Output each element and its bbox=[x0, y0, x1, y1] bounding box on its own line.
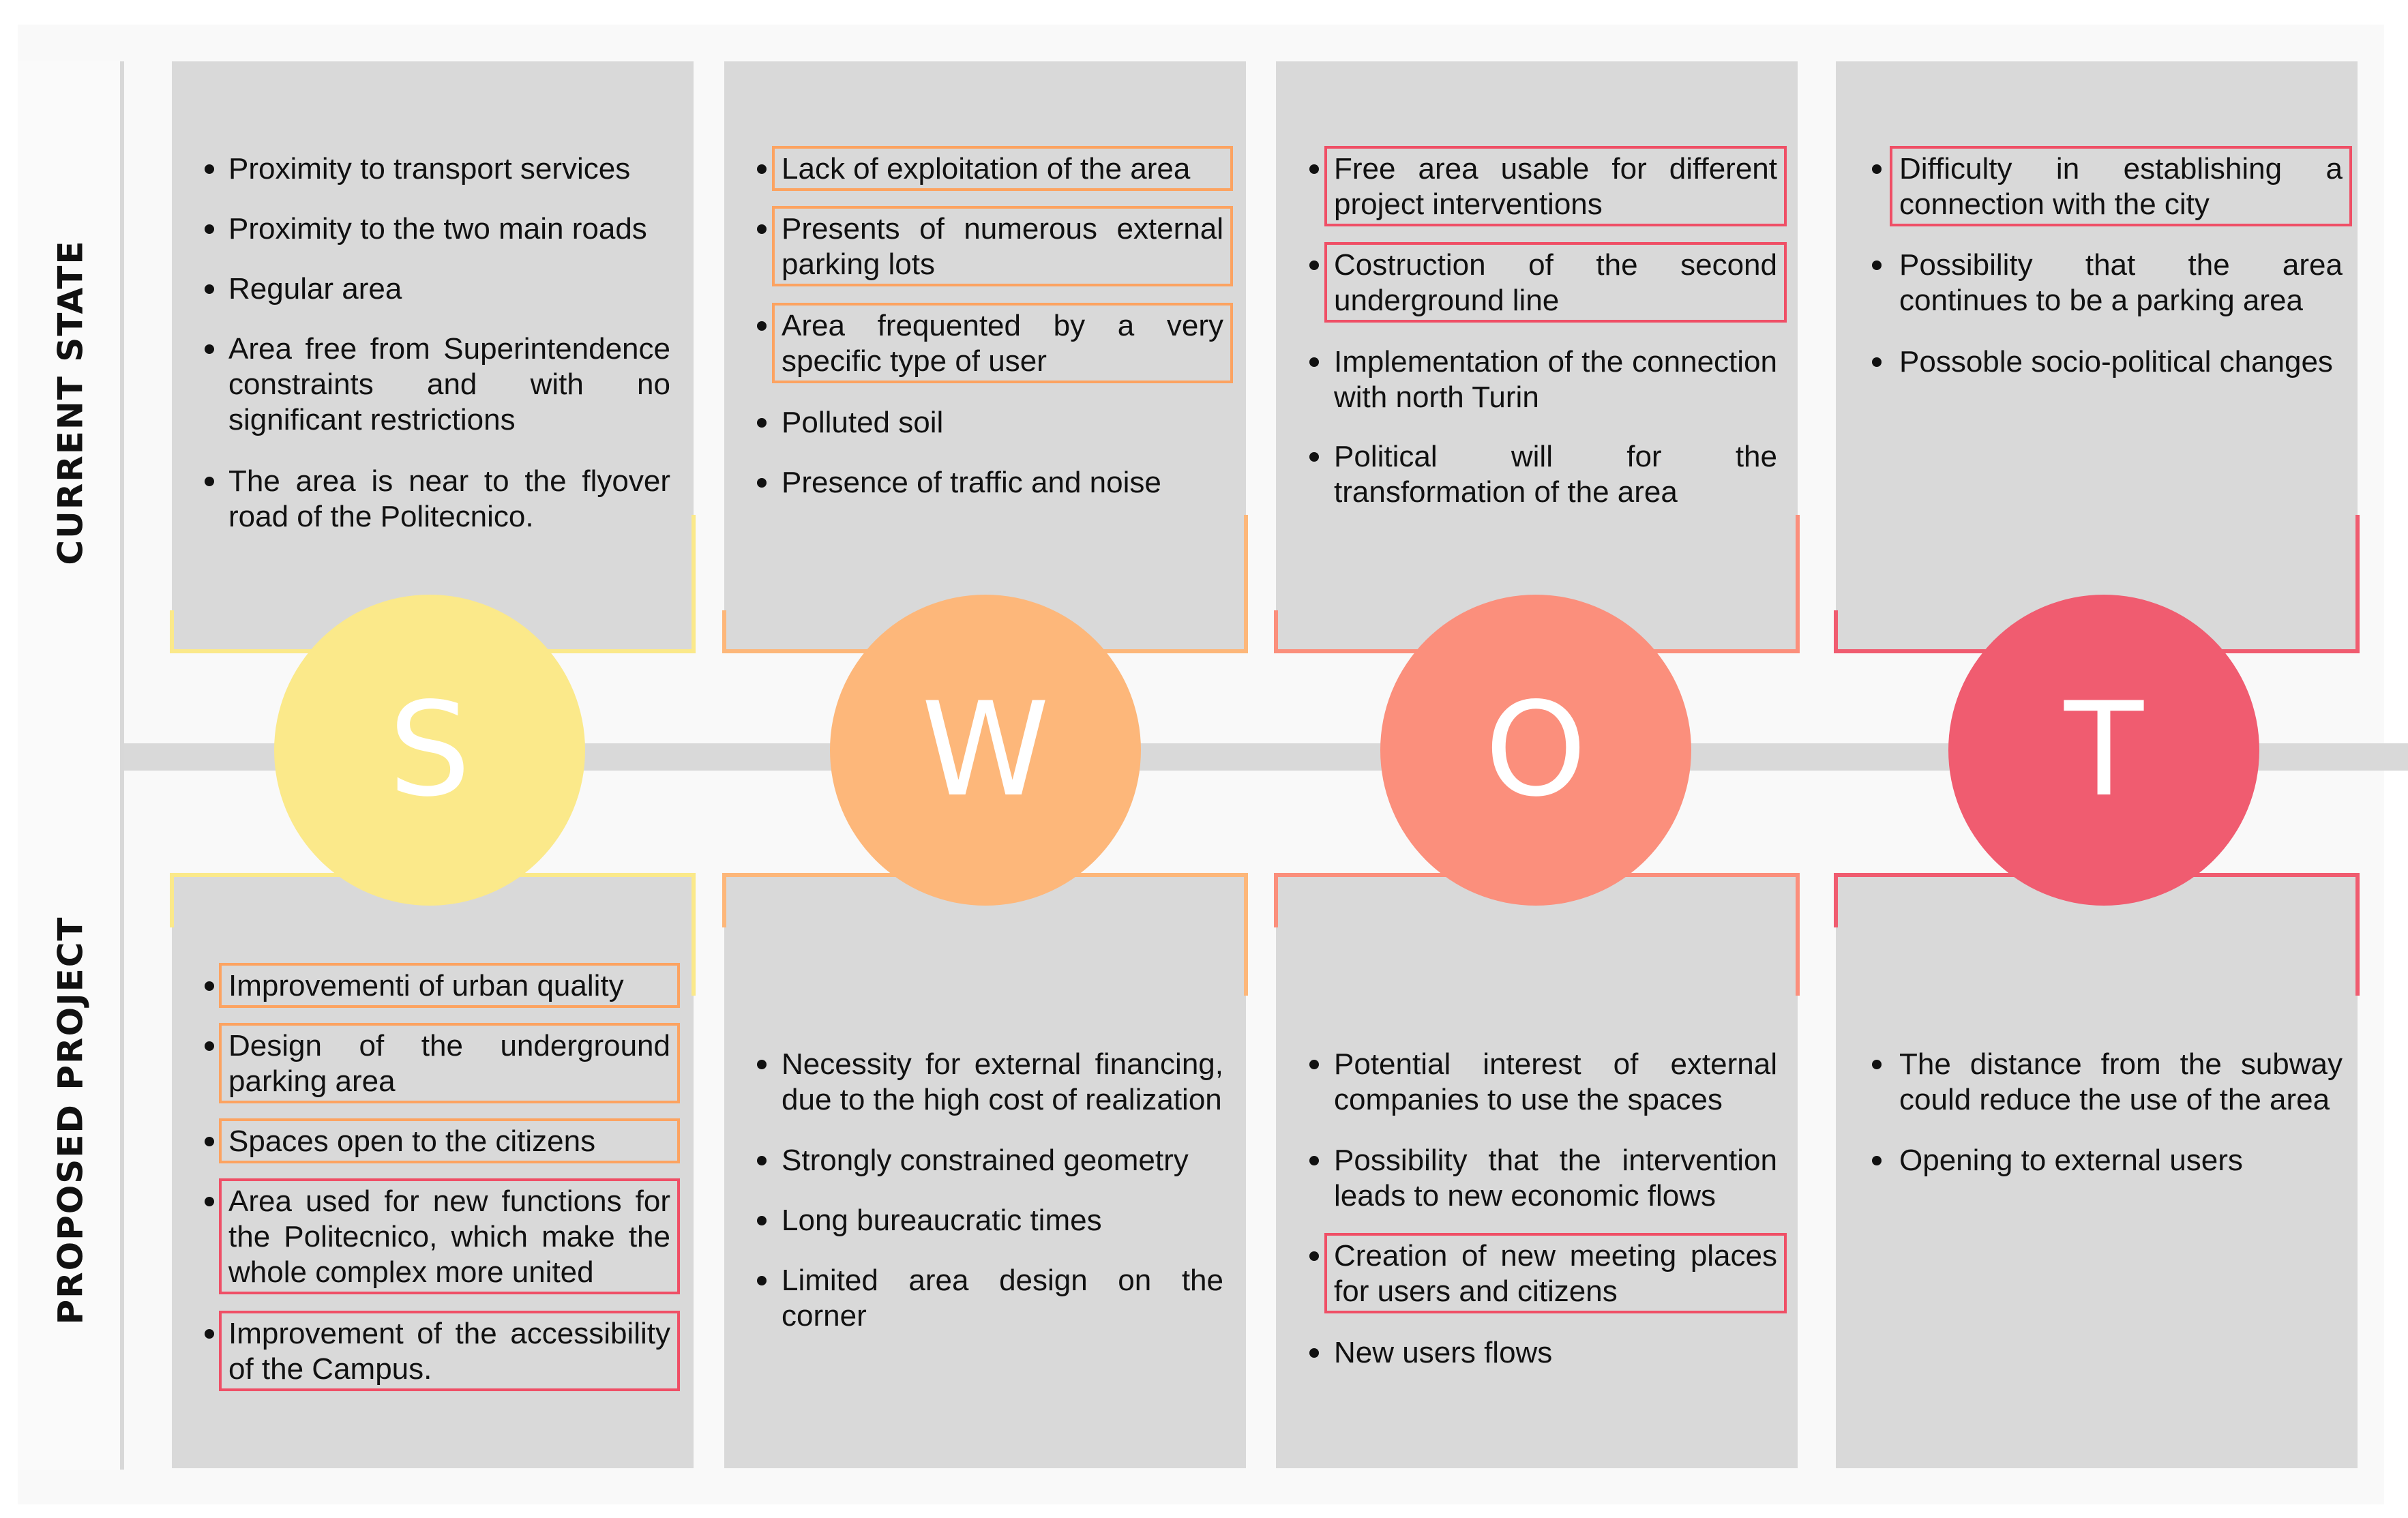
bullet-marker bbox=[1872, 261, 1882, 270]
panel-accent-edge bbox=[170, 873, 174, 927]
swot-circle-t bbox=[1948, 595, 2259, 906]
bullet-marker bbox=[1309, 1348, 1319, 1358]
swot-circle-o bbox=[1380, 595, 1691, 906]
swot-item: Costruction of the second underground line bbox=[1334, 248, 1777, 317]
swot-letter: T bbox=[2064, 674, 2144, 825]
swot-item: Limited area design on the corner bbox=[782, 1264, 1223, 1333]
panel-accent-edge bbox=[2355, 515, 2360, 651]
bullet-marker bbox=[757, 1156, 767, 1165]
bullet-marker bbox=[757, 1216, 767, 1225]
swot-circle-w bbox=[830, 595, 1141, 906]
panel-accent-edge bbox=[1834, 610, 1838, 651]
bullet-marker bbox=[1309, 452, 1319, 462]
bullet-marker bbox=[205, 1197, 214, 1206]
swot-item: Design of the underground parking area bbox=[228, 1029, 670, 1098]
row-label-proposed-project bbox=[23, 771, 119, 1470]
swot-item: Opening to external users bbox=[1899, 1144, 2243, 1177]
swot-item: Presence of traffic and noise bbox=[782, 466, 1161, 499]
panel-accent-edge bbox=[1834, 873, 1838, 927]
row-label-current-state bbox=[23, 61, 119, 743]
swot-item: Regular area bbox=[228, 272, 402, 306]
bullet-marker bbox=[757, 321, 767, 331]
bullet-marker bbox=[1872, 1060, 1882, 1069]
bullet-marker bbox=[205, 1329, 214, 1339]
swot-item: Polluted soil bbox=[782, 406, 944, 439]
bullet-marker bbox=[205, 981, 214, 991]
bullet-marker bbox=[1309, 261, 1319, 270]
swot-item: Long bureaucratic times bbox=[782, 1204, 1102, 1237]
swot-item: Possibility that the intervention leads to new economic flows bbox=[1334, 1144, 1777, 1212]
bullet-marker bbox=[757, 164, 767, 174]
bullet-marker bbox=[1309, 1251, 1319, 1261]
bullet-marker bbox=[205, 477, 214, 486]
swot-item: Area free from Superintendence constraints and with no significant restrictions bbox=[228, 332, 670, 436]
swot-item: Improvement of the accessibility of the Campus. bbox=[228, 1317, 670, 1386]
swot-item: Necessity for external financing, due to the high cost of realization bbox=[782, 1047, 1223, 1116]
panel-accent-edge bbox=[1796, 873, 1800, 996]
swot-circle-s bbox=[274, 595, 585, 906]
bullet-marker bbox=[1872, 357, 1882, 367]
row-label-proposed-text: PROPOSED PROJECT bbox=[51, 915, 91, 1325]
swot-item: Presents of numerous external parking lots bbox=[782, 212, 1223, 281]
swot-item: Potential interest of external companies to use the spaces bbox=[1334, 1047, 1777, 1116]
swot-item: Free area usable for different project interventions bbox=[1334, 152, 1777, 221]
panel-accent-edge bbox=[1796, 515, 1800, 651]
panel-accent-edge bbox=[722, 873, 726, 927]
swot-item: Possoble socio-political changes bbox=[1899, 345, 2333, 378]
swot-item: The distance from the subway could reduce the use of the area bbox=[1899, 1047, 2343, 1116]
swot-item: Area used for new functions for the Politecnico, which make the whole complex more united bbox=[228, 1185, 670, 1289]
swot-letter: W bbox=[921, 674, 1050, 825]
panel-accent-edge bbox=[2355, 873, 2360, 996]
panel-accent-edge bbox=[1244, 515, 1248, 651]
swot-item: Difficulty in establishing a connection with the city bbox=[1899, 152, 2343, 221]
bullet-marker bbox=[1309, 357, 1319, 367]
bullet-marker bbox=[757, 478, 767, 488]
bullet-marker bbox=[1872, 164, 1882, 174]
bullet-marker bbox=[1309, 1060, 1319, 1069]
bullet-marker bbox=[757, 224, 767, 234]
swot-item: Possibility that the area continues to be a parking area bbox=[1899, 248, 2343, 317]
bullet-marker bbox=[757, 1060, 767, 1069]
bullet-marker bbox=[205, 224, 214, 234]
swot-letter: S bbox=[388, 674, 471, 825]
row-label-current-text: CURRENT STATE bbox=[51, 239, 91, 565]
bullet-marker bbox=[205, 344, 214, 354]
bullet-marker bbox=[1309, 164, 1319, 174]
swot-item: Lack of exploitation of the area bbox=[782, 152, 1191, 185]
bullet-marker bbox=[205, 1137, 214, 1146]
swot-letter: O bbox=[1485, 674, 1587, 825]
swot-item: Improvementi of urban quality bbox=[228, 969, 624, 1002]
swot-item: Political will for the transformation of the area bbox=[1334, 440, 1777, 509]
panel-accent-edge bbox=[1274, 873, 1278, 927]
panel-accent-edge bbox=[1274, 610, 1278, 651]
panel-accent-edge bbox=[1244, 873, 1248, 996]
panel-accent-edge bbox=[692, 515, 696, 651]
bullet-marker bbox=[757, 418, 767, 428]
bullet-marker bbox=[205, 284, 214, 294]
swot-item: Proximity to transport services bbox=[228, 152, 631, 185]
swot-item: Area frequented by a very specific type of user bbox=[782, 309, 1223, 378]
swot-item: Implementation of the connection with north Turin bbox=[1334, 345, 1777, 414]
swot-item: Spaces open to the citizens bbox=[228, 1125, 596, 1158]
bullet-marker bbox=[205, 164, 214, 174]
swot-item: Proximity to the two main roads bbox=[228, 212, 647, 245]
bullet-marker bbox=[757, 1276, 767, 1285]
bullet-marker bbox=[205, 1041, 214, 1051]
panel-accent-edge bbox=[692, 873, 696, 996]
swot-item: Strongly constrained geometry bbox=[782, 1144, 1189, 1177]
swot-item: New users flows bbox=[1334, 1336, 1553, 1369]
swot-item: The area is near to the flyover road of the Politecnico. bbox=[228, 464, 670, 533]
bullet-marker bbox=[1872, 1156, 1882, 1165]
bullet-marker bbox=[1309, 1156, 1319, 1165]
panel-accent-edge bbox=[722, 610, 726, 651]
panel-accent-edge bbox=[170, 610, 174, 651]
swot-item: Creation of new meeting places for users and citizens bbox=[1334, 1239, 1777, 1308]
